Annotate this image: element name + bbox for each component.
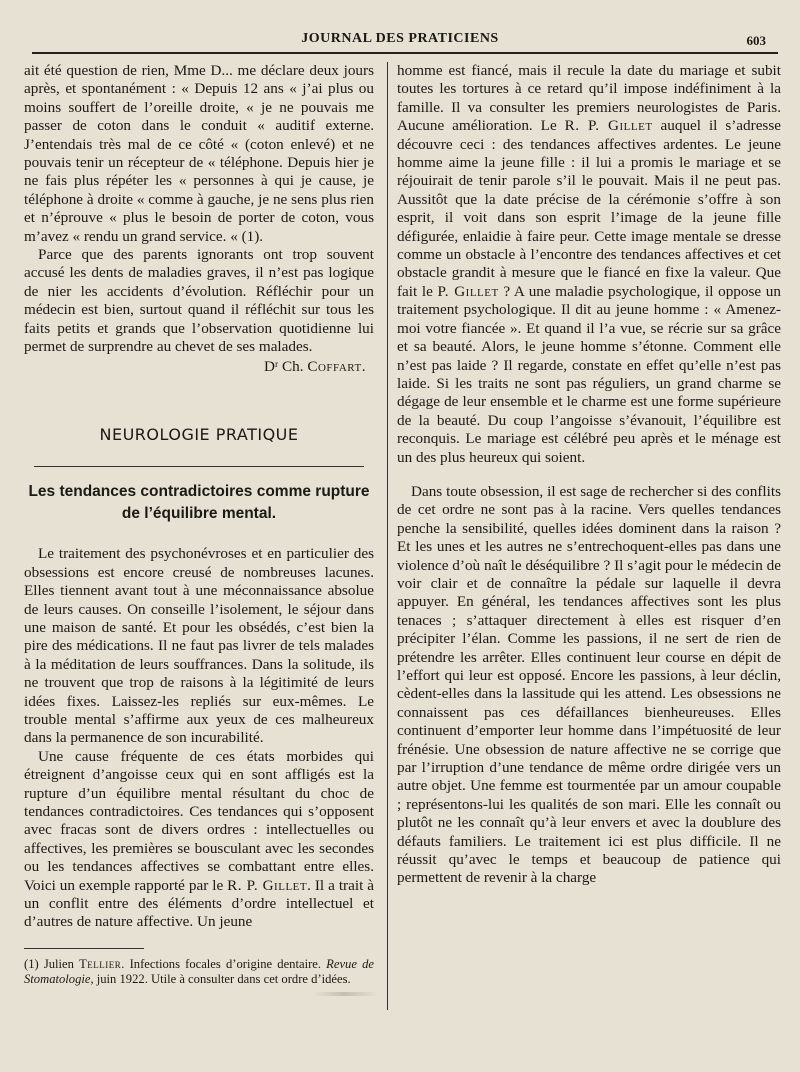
paragraph-text: homme est fiancé, mais il recule la date du mariage et subit toutes les tortures à ce retard qu’il impose indéfiniment à la famille. Il va consulter les premiers neurologistes de Paris. Aucune amélioration. Le (397, 62, 781, 135)
footnote-text: . Infections focales d’origine dentaire. (121, 956, 327, 971)
footnote-rule (24, 948, 144, 949)
right-column (397, 62, 781, 888)
article-paragraph (24, 748, 374, 932)
page-number: 603 (746, 33, 766, 48)
paragraph-text: . Il a trait à un conflit entre des éléments d’ordre intellectuel et d’autres de nature affective. Un jeune (24, 876, 374, 931)
previous-article-paragraph: ait été question de rien, Mme D... me déclare deux jours après, et spontanément : « Depuis 12 ans « j’ai plus ou moins souffert de l’oreille droite, « je ne pouvais me passer de coton dans le conduit « auditif externe. J’entendais très mal de ce côté « (coton enlevé) et ne pouvais tenir un récepteur de « téléphone. Depuis hier je ne fais plus répéter les « personnes à qui je cause, je téléphone à droite « comme à gauche, je ne sens plus rien et n’éprouve « plus le besoin de porter de coton, vous m’avez « rendu un grand service. « (1). (24, 62, 374, 245)
footnote-journal: Revue de Stomatologie (24, 956, 374, 987)
signature-prefix: Dʳ Ch. (263, 357, 308, 375)
section-heading: NEUROLOGIE PRATIQUE (99, 424, 299, 444)
paragraph-text: Une cause fréquente de ces états morbides qui étreignent d’angoisse ceux qui en sont affligés est la rupture d’un équilibre mental résultant du choc de tendances contradictoires. Ces tendances qui s’opposent avec fracas sont de divers ordres : intellectuelles ou affectives, les premières se bousculant avec les secondes ou les tendances affectives se combattant entre elles. Voici un exemple rapporté par le (24, 747, 374, 894)
article-paragraph (397, 62, 781, 467)
footnote (24, 957, 374, 988)
paragraph-text: ? A une maladie psychologique, il oppose un traitement psychologique. Il dit au jeune homme : « Amenez-moi votre fiancée ». Et quand il l’a vue, se récrie sur sa grâce et sa beauté. Alors, le jeune homme s’étonne. Comment elle n’est pas laide ? Il regarde, constate en effet qu’elle n’est pas laide. Si les traits ne sont pas réguliers, un grand charme se dégage de leur ensemble et le charme est une forme supérieure de la beauté. Du coup l’angoisse s’évanouit, l’équilibre est reconquis. Le mariage est célébré peu après et le ménage est un des plus heureux qui soient. (397, 282, 781, 466)
footnote-text: , juin 1922. Utile à consulter dans cet ordre d’idées. (90, 972, 351, 987)
running-title: JOURNAL DES PRATICIENS (301, 31, 499, 46)
article-paragraph: Le traitement des psychonévroses et en particulier des obsessions est encore creusé de nombreuses lacunes. Elles tiennent avant tout à une méconnaissance absolue de leurs causes. On conseille l’isolement, le séjour dans une maison de santé. Et pour les obsédés, c’est bien la pire des médications. Il ne faut pas livrer de tels malades à la méditation de leurs souffrances. Dans la solitude, ils ne trouvent que trop de raisons à la légitimité de leurs idées fixes. Laissez-les repliés sur eux-mêmes. Le trouble mental s’affirme aux yeux de ces malheureux dans la permanence de son incurabilité. (24, 545, 374, 747)
person-name: R. P. Gillet (564, 117, 653, 135)
article-title (24, 481, 374, 525)
author-signature (24, 358, 374, 376)
previous-article-paragraph: Parce que des parents ignorants ont trop souvent accusé les dents de maladies graves, il n’est pas logique de nier les accidents d’évolution. Réfléchir pour un médecin est bien, surtout quand il réfléchit sur tous les faits petits et grands que l’observation quotidienne lui permet de surprendre au chevet de ses malades. (24, 246, 374, 356)
article-paragraph: Dans toute obsession, il est sage de rechercher si des conflits de cet ordre ne sont pas à la racine. Vers quelles tendances penche la sensibilité, quelles idées dominent dans la raison ? Et les unes et les autres ne s’entrechoquent-elles pas dans une violence d’où naît le déséquilibre ? Il s’agit pour le médecin de voir clair et de connaître la pédale sur laquelle il devra appuyer. En général, les tendances affectives sont les plus tenaces ; s’attaquer directement à elles est risquer d’en précipiter l’élan. Comme les passions, il ne sert de rien de prétendre les arrêter. Elles continuent leur course en dépit de l’effort qui leur est opposé. Encore les passions, à leur déclin, cèdent-elles dans la lassitude qui les attend. Les obsessions ne connaissent pas ces défaillances bienheureuses. Elles continuent d’emporter leur homme dans l’impétuosité de leur frénésie. Une obsession de nature affective ne se corrige que par l’irruption d’une tendance de même ordre dirigée vers un autre objet. Une femme est tourmentée par un amour coupable ; représentons-lui les qualités de son mari. Elle les connaît ou plutôt ne les connaît qu’à leur envers et avec la doublure des défauts familiers. Le traitement ici est plus difficile. Il ne réussit qu’avec le temps et beaucoup de patience qui permettent de revenir à la charge (397, 482, 781, 887)
person-name: R. P. Gillet (227, 876, 308, 894)
footnote-text: (1) Julien (24, 956, 80, 971)
page-header (22, 28, 778, 52)
footnote-author: Tellier (79, 956, 122, 971)
paragraph-text: auquel il s’adresse découvre ceci : des tendances affectives ardentes. Le jeune homme aime la jeune fille : il lui a promis le mariage et se réjouirait de tenir parole s’il le pouvait. Mais il ne peut pas. Aussitôt que la date précise de la cérémonie s’offre à son esprit, il voit dans son esprit l’image de la jeune fille défigurée, enlaidie à faire peur. Cette image mentale se dresse comme un obstacle à l’encontre des tendances affectives et cet obstacle grandit à mesure que le fiancé en fixe la valeur. Que fait le (397, 117, 781, 300)
signature-name: Coffart. (307, 357, 366, 375)
article-title-line: de l’équilibre mental. (121, 505, 277, 523)
print-smudge (312, 992, 378, 996)
column-divider (387, 62, 388, 1010)
left-column (24, 62, 374, 988)
person-name: P. Gillet (437, 282, 499, 300)
header-rule (32, 52, 778, 54)
article-title-line: Les tendances contradictoires comme rupture (28, 483, 370, 501)
section-rule (34, 466, 364, 467)
